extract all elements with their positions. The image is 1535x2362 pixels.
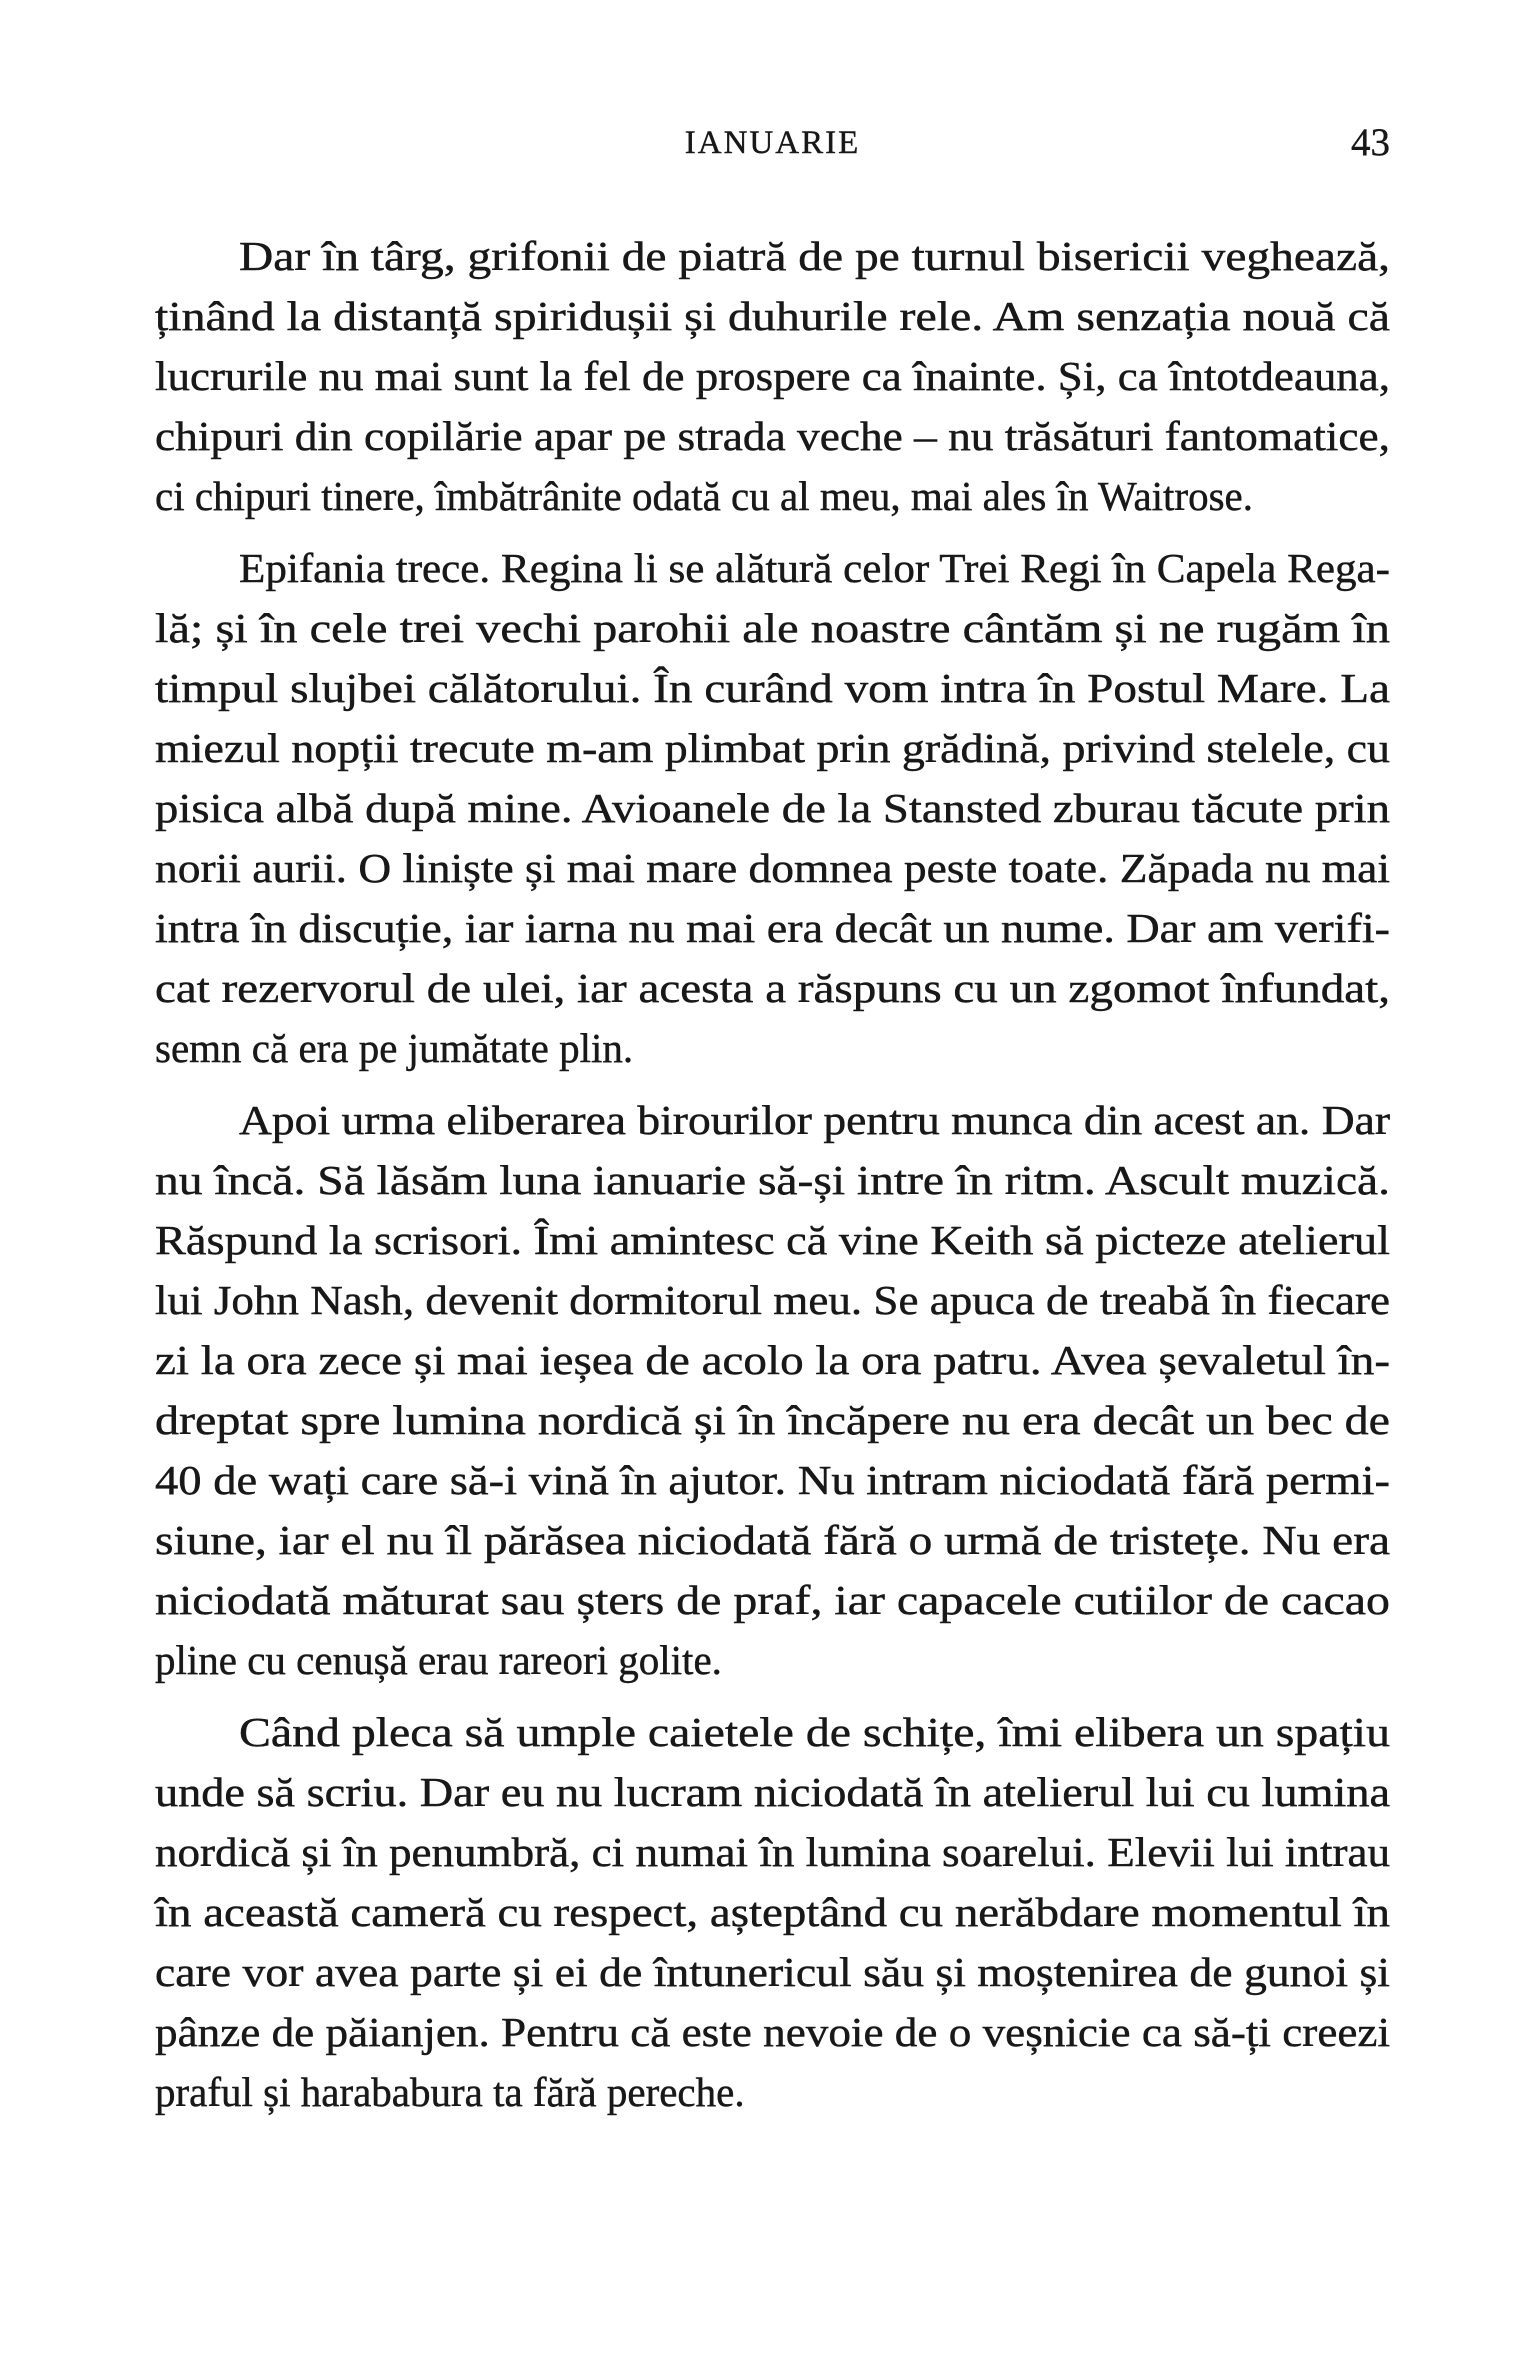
text-line <box>155 2002 1390 2062</box>
text-line-content: pline cu cenușă erau rareori golite. <box>155 1637 722 1683</box>
text-line-content: zi la ora zece și mai ieșea de acolo la ora patru. Avea șevaletul în- <box>155 1337 1390 1383</box>
text-line <box>155 346 1390 406</box>
text-line-content: timpul slujbei călătorului. În curând vom intra în Postul Mare. La <box>155 665 1390 711</box>
running-title: IANUARIE <box>684 125 861 161</box>
text-line-content: Dar în târg, grifonii de piatră de pe turnul bisericii veghează, <box>239 233 1390 279</box>
text-line <box>155 838 1390 898</box>
text-line <box>155 466 1390 526</box>
text-line-content: lă; și în cele trei vechi parohii ale noastre cântăm și ne rugăm în <box>155 605 1390 651</box>
text-line <box>155 1630 1390 1690</box>
text-line-content: dreptat spre lumina nordică și în încăpere nu era decât un bec de <box>155 1397 1390 1443</box>
text-line-content: ținând la distanță spiridușii și duhurile rele. Am senzația nouă că <box>155 293 1390 339</box>
text-line-content: Răspund la scrisori. Îmi amintesc că vine Keith să picteze atelierul <box>155 1217 1390 1263</box>
text-line <box>155 1150 1390 1210</box>
text-line-content: 40 de wați care să-i vină în ajutor. Nu intram niciodată fără permi- <box>155 1457 1390 1503</box>
text-line-content: siune, iar el nu îl părăsea niciodată fără o urmă de tristețe. Nu era <box>155 1517 1390 1563</box>
text-line-content: unde să scriu. Dar eu nu lucram niciodată în atelierul lui cu lumina <box>155 1769 1390 1815</box>
text-line <box>155 778 1390 838</box>
text-line <box>155 658 1390 718</box>
text-line <box>155 1942 1390 2002</box>
text-line-content: Epifania trece. Regina li se alătură celor Trei Regi în Capela Rega- <box>239 545 1390 591</box>
text-line <box>155 598 1390 658</box>
text-line-content: niciodată măturat sau șters de praf, iar capacele cutiilor de cacao <box>155 1577 1390 1623</box>
text-line-content: cat rezervorul de ulei, iar acesta a răspuns cu un zgomot înfundat, <box>155 965 1390 1011</box>
paragraph <box>155 226 1390 526</box>
text-line <box>155 1210 1390 1270</box>
text-line <box>155 226 1390 286</box>
text-line <box>155 1090 1390 1150</box>
text-line-content: nu încă. Să lăsăm luna ianuarie să-și intre în ritm. Ascult muzică. <box>155 1157 1390 1203</box>
text-line-content: lucrurile nu mai sunt la fel de prospere ca înainte. Și, ca întotdeauna, <box>155 353 1390 399</box>
paragraph <box>155 538 1390 1078</box>
text-line <box>155 1390 1390 1450</box>
text-line-content: Când pleca să umple caietele de schițe, îmi elibera un spațiu <box>239 1709 1390 1755</box>
text-line <box>155 1330 1390 1390</box>
text-line <box>155 1510 1390 1570</box>
page-number: 43 <box>1351 121 1390 164</box>
text-line-content: Apoi urma eliberarea birourilor pentru munca din acest an. Dar <box>239 1097 1390 1143</box>
text-line <box>155 1450 1390 1510</box>
text-line-content: semn că era pe jumătate plin. <box>155 1025 634 1071</box>
text-line-content: chipuri din copilărie apar pe strada veche – nu trăsături fantomatice, <box>155 413 1390 459</box>
text-line <box>155 1702 1390 1762</box>
page-header <box>155 120 1390 166</box>
text-line-content: lui John Nash, devenit dormitorul meu. Se apuca de treabă în fiecare <box>155 1277 1390 1323</box>
text-line-content: intra în discuție, iar iarna nu mai era decât un nume. Dar am verifi- <box>155 905 1390 951</box>
text-line-content: pânze de păianjen. Pentru că este nevoie de o veșnicie ca să-ți creezi <box>155 2009 1390 2055</box>
text-line <box>155 1270 1390 1330</box>
paragraph <box>155 1702 1390 2122</box>
text-line <box>155 2062 1390 2122</box>
text-line-content: care vor avea parte și ei de întunericul său și moștenirea de gunoi și <box>155 1949 1390 1995</box>
text-line <box>155 898 1390 958</box>
text-line-content: miezul nopții trecute m-am plimbat prin grădină, privind stelele, cu <box>155 725 1390 771</box>
text-line <box>155 1822 1390 1882</box>
text-line <box>155 718 1390 778</box>
text-line-content: norii aurii. O liniște și mai mare domnea peste toate. Zăpada nu mai <box>155 845 1390 891</box>
text-line <box>155 958 1390 1018</box>
text-line <box>155 286 1390 346</box>
text-line <box>155 1570 1390 1630</box>
paragraph <box>155 1090 1390 1690</box>
text-line-content: nordică și în penumbră, ci numai în lumina soarelui. Elevii lui intrau <box>155 1829 1390 1875</box>
text-line-content: în această cameră cu respect, așteptând cu nerăbdare momentul în <box>155 1889 1390 1935</box>
text-line <box>155 1882 1390 1942</box>
body-text <box>155 226 1390 2122</box>
text-line <box>155 1018 1390 1078</box>
text-line-content: praful și harababura ta fără pereche. <box>155 2069 745 2115</box>
text-line <box>155 406 1390 466</box>
text-line <box>155 538 1390 598</box>
text-line <box>155 1762 1390 1822</box>
text-line-content: ci chipuri tinere, îmbătrânite odată cu al meu, mai ales în Waitrose. <box>155 473 1253 519</box>
text-line-content: pisica albă după mine. Avioanele de la Stansted zburau tăcute prin <box>155 785 1390 831</box>
